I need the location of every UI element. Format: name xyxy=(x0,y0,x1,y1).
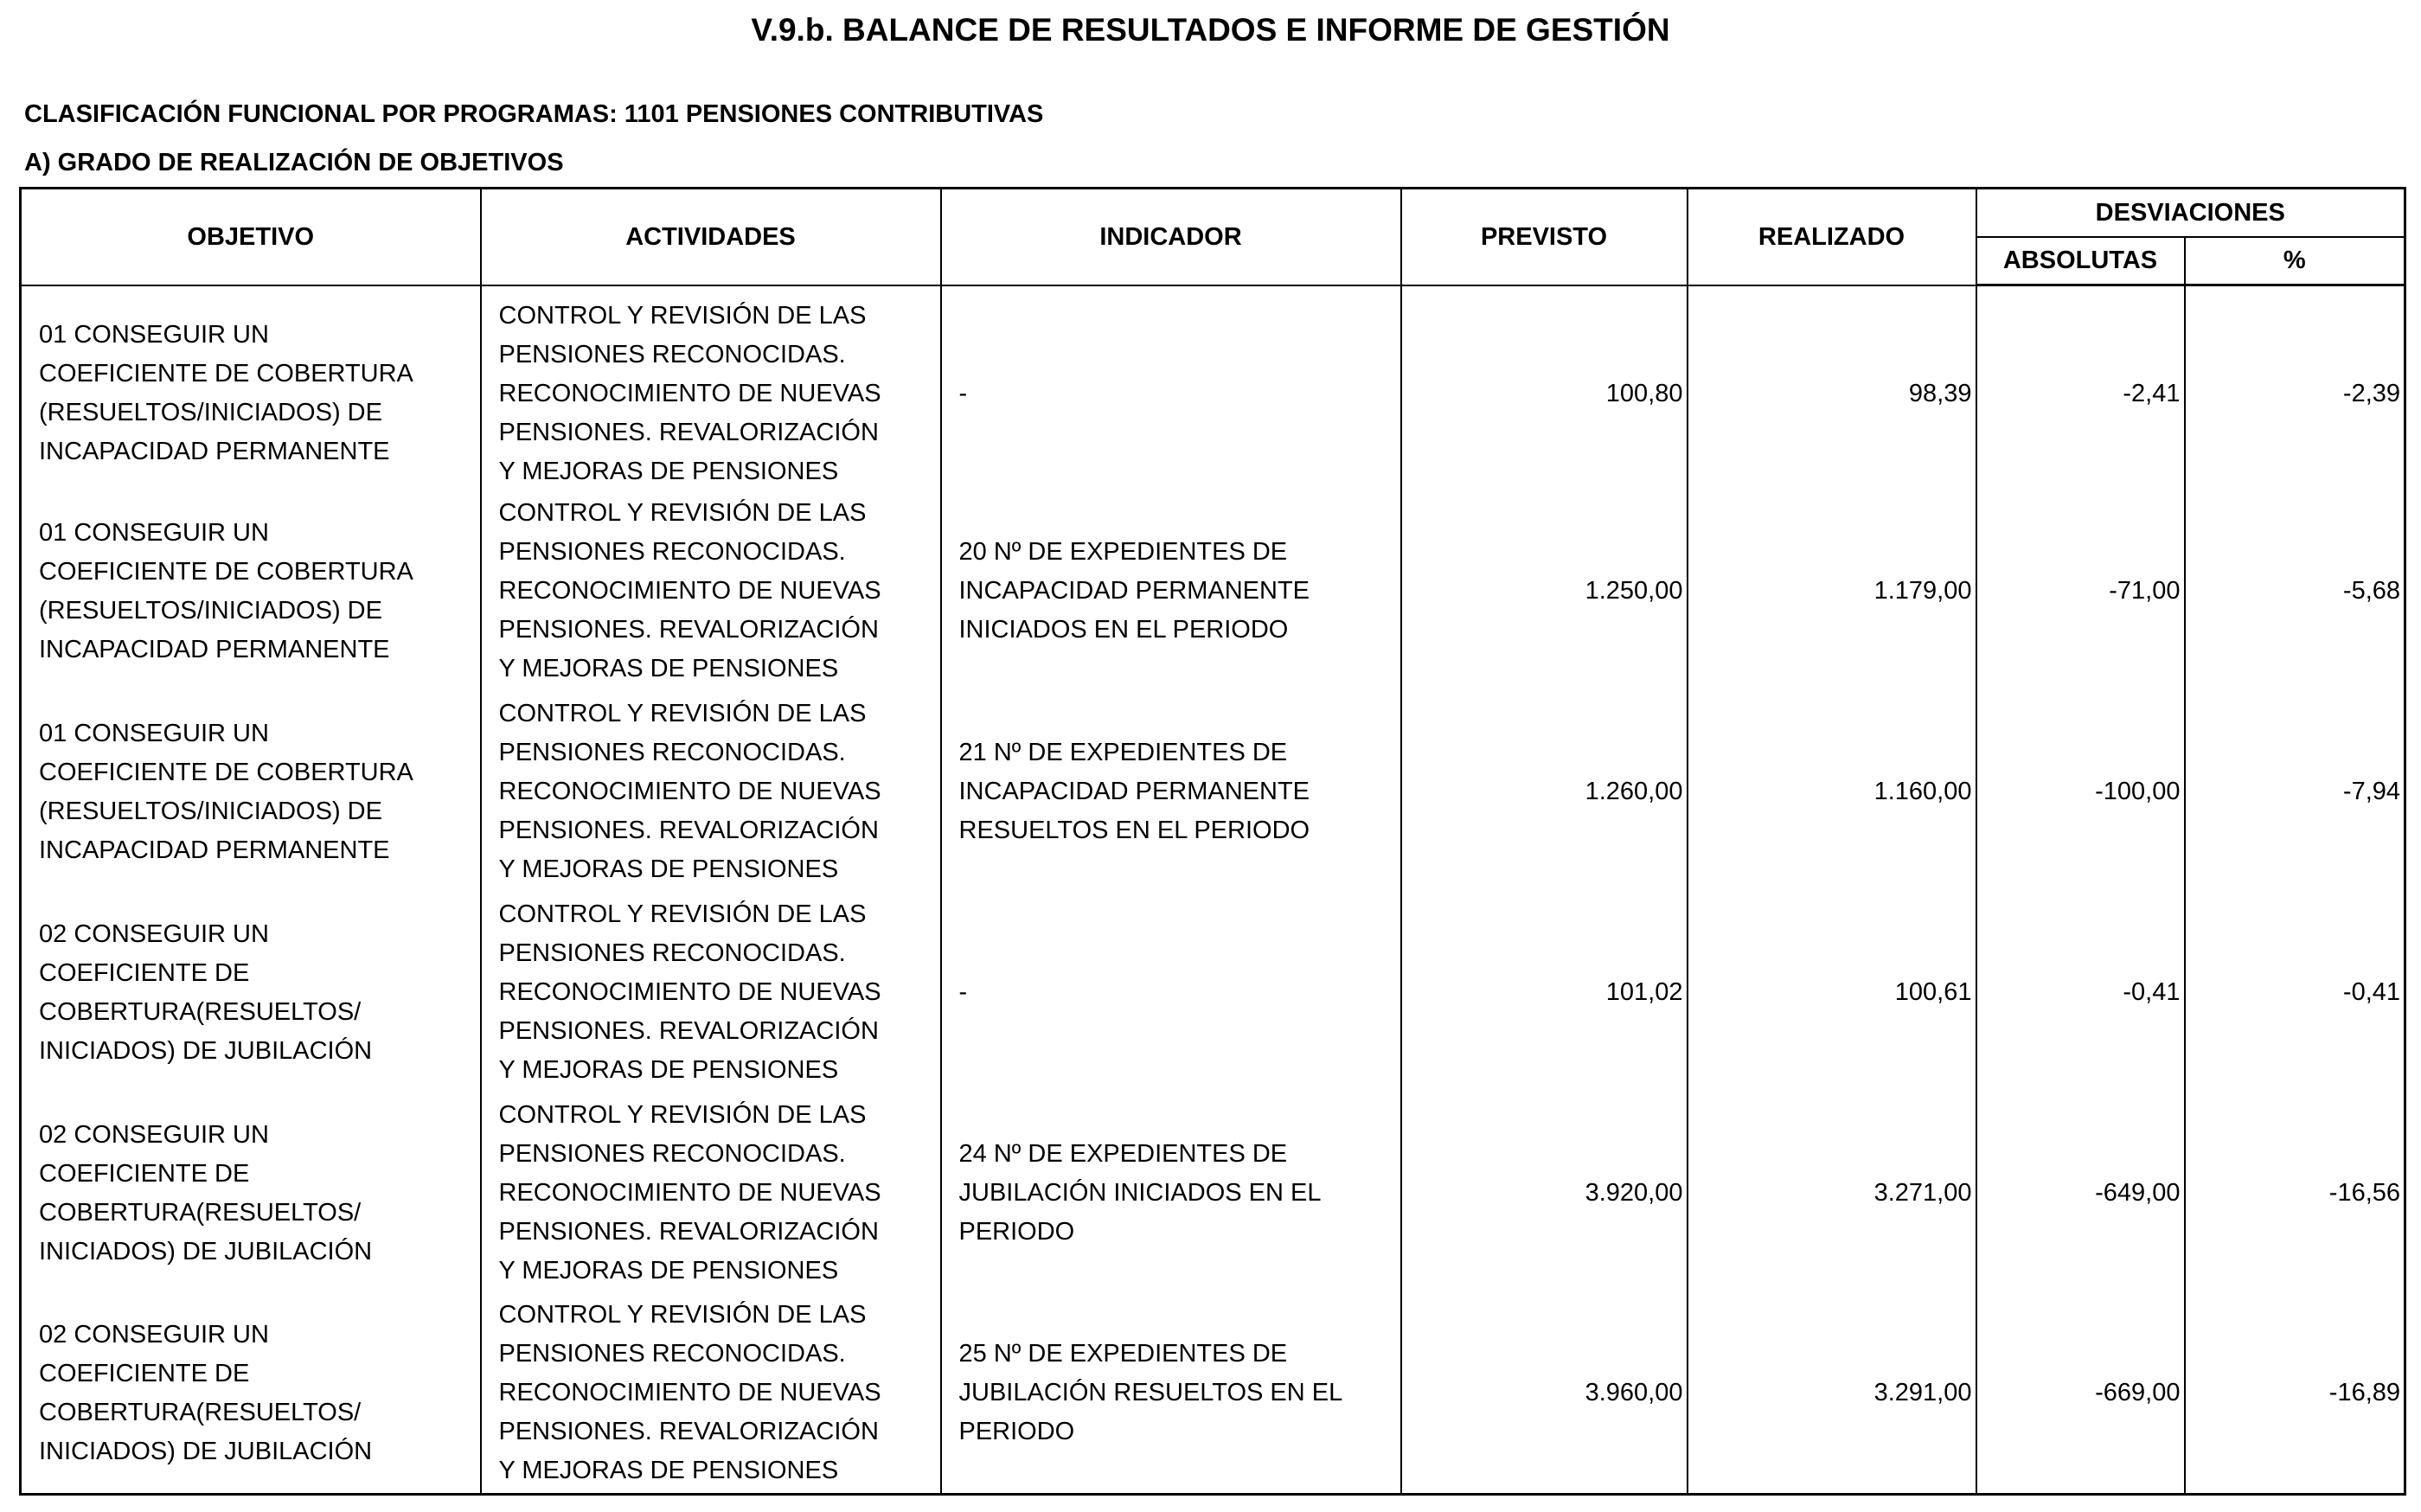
cell-indicador xyxy=(941,692,1401,893)
cell-objetivo-line: COEFICIENTE DE COBERTURA xyxy=(39,758,413,786)
cell-indicador xyxy=(941,491,1401,692)
cell-actividades-line: Y MEJORAS DE PENSIONES xyxy=(498,457,839,485)
header-objetivo: OBJETIVO xyxy=(21,189,481,285)
cell-porcentaje: -5,68 xyxy=(2185,491,2405,692)
cell-previsto: 3.920,00 xyxy=(1401,1093,1688,1294)
table-row xyxy=(21,893,2405,1093)
cell-objetivo xyxy=(21,491,481,692)
cell-previsto: 1.250,00 xyxy=(1401,491,1688,692)
cell-actividades-line: PENSIONES. REVALORIZACIÓN xyxy=(498,418,879,446)
cell-indicador-line: INCAPACIDAD PERMANENTE xyxy=(958,577,1310,605)
cell-actividades-line: PENSIONES RECONOCIDAS. xyxy=(498,1140,846,1168)
objectives-table xyxy=(19,187,2406,1496)
cell-objetivo xyxy=(21,1093,481,1294)
cell-objetivo xyxy=(21,1294,481,1495)
cell-absolutas: -100,00 xyxy=(1976,692,2185,893)
cell-indicador-line: - xyxy=(958,379,968,407)
cell-indicador-line: 21 Nº DE EXPEDIENTES DE xyxy=(958,739,1288,766)
cell-indicador-line: JUBILACIÓN INICIADOS EN EL xyxy=(958,1179,1322,1207)
cell-realizado: 3.291,00 xyxy=(1688,1294,1976,1495)
cell-absolutas: -0,41 xyxy=(1976,893,2185,1093)
cell-realizado: 100,61 xyxy=(1688,893,1976,1093)
header-desviaciones: DESVIACIONES xyxy=(1976,189,2405,237)
cell-objetivo-line: COEFICIENTE DE xyxy=(39,1159,250,1188)
cell-actividades-line: Y MEJORAS DE PENSIONES xyxy=(498,1257,839,1285)
cell-objetivo-line: COEFICIENTE DE xyxy=(39,1359,250,1387)
cell-objetivo-line: INICIADOS) DE JUBILACIÓN xyxy=(39,1237,373,1265)
cell-actividades-line: Y MEJORAS DE PENSIONES xyxy=(498,1056,839,1084)
header-previsto: PREVISTO xyxy=(1401,189,1688,285)
cell-porcentaje: -2,39 xyxy=(2185,285,2405,491)
cell-actividades-line: PENSIONES. REVALORIZACIÓN xyxy=(498,817,879,844)
cell-indicador-line: 20 Nº DE EXPEDIENTES DE xyxy=(958,538,1288,566)
cell-realizado: 1.160,00 xyxy=(1688,692,1976,893)
cell-actividades xyxy=(481,893,941,1093)
cell-objetivo-line: COEFICIENTE DE COBERTURA xyxy=(39,360,413,388)
cell-objetivo-line: 01 CONSEGUIR UN xyxy=(39,321,269,349)
cell-previsto: 100,80 xyxy=(1401,285,1688,491)
cell-objetivo-line: (RESUELTOS/INICIADOS) DE xyxy=(39,797,382,825)
cell-indicador xyxy=(941,285,1401,491)
cell-actividades-line: PENSIONES RECONOCIDAS. xyxy=(498,340,846,368)
classification-heading: CLASIFICACIÓN FUNCIONAL POR PROGRAMAS: 1101 PENSIONES CONTRIBUTIVAS xyxy=(24,100,1044,128)
cell-actividades-line: CONTROL Y REVISIÓN DE LAS xyxy=(498,900,867,928)
cell-objetivo xyxy=(21,285,481,491)
cell-porcentaje: -16,56 xyxy=(2185,1093,2405,1294)
cell-absolutas: -71,00 xyxy=(1976,491,2185,692)
page-title: V.9.b. BALANCE DE RESULTADOS E INFORME DE GESTIÓN xyxy=(751,12,1670,48)
cell-previsto: 3.960,00 xyxy=(1401,1294,1688,1495)
cell-absolutas: -649,00 xyxy=(1976,1093,2185,1294)
cell-actividades-line: RECONOCIMIENTO DE NUEVAS xyxy=(498,1379,881,1407)
cell-actividades-line: RECONOCIMIENTO DE NUEVAS xyxy=(498,379,881,407)
cell-previsto: 1.260,00 xyxy=(1401,692,1688,893)
cell-objetivo-line: 02 CONSEGUIR UN xyxy=(39,1320,269,1349)
cell-actividades-line: PENSIONES. REVALORIZACIÓN xyxy=(498,1418,879,1446)
cell-actividades-line: PENSIONES RECONOCIDAS. xyxy=(498,1340,846,1368)
cell-actividades-line: CONTROL Y REVISIÓN DE LAS xyxy=(498,1301,867,1329)
table-row xyxy=(21,285,2405,491)
cell-objetivo-line: INCAPACIDAD PERMANENTE xyxy=(39,635,390,663)
cell-objetivo-line: 01 CONSEGUIR UN xyxy=(39,719,269,747)
cell-objetivo-line: 02 CONSEGUIR UN xyxy=(39,919,269,948)
header-porcentaje: % xyxy=(2185,237,2405,285)
cell-objetivo-line: COBERTURA(RESUELTOS/ xyxy=(39,1198,362,1227)
cell-actividades-line: PENSIONES RECONOCIDAS. xyxy=(498,939,846,967)
cell-indicador xyxy=(941,893,1401,1093)
cell-objetivo xyxy=(21,893,481,1093)
cell-actividades xyxy=(481,1294,941,1495)
table-row xyxy=(21,1093,2405,1294)
cell-realizado: 3.271,00 xyxy=(1688,1093,1976,1294)
cell-actividades-line: PENSIONES RECONOCIDAS. xyxy=(498,538,846,566)
cell-indicador-line: 25 Nº DE EXPEDIENTES DE xyxy=(958,1340,1288,1368)
cell-objetivo-line: COEFICIENTE DE xyxy=(39,958,250,987)
cell-objetivo-line: INCAPACIDAD PERMANENTE xyxy=(39,438,390,465)
cell-indicador-line: JUBILACIÓN RESUELTOS EN EL xyxy=(958,1379,1343,1407)
cell-indicador-line: PERIODO xyxy=(958,1418,1075,1446)
cell-objetivo xyxy=(21,692,481,893)
header-actividades: ACTIVIDADES xyxy=(481,189,941,285)
cell-actividades-line: CONTROL Y REVISIÓN DE LAS xyxy=(498,700,867,727)
cell-actividades-line: Y MEJORAS DE PENSIONES xyxy=(498,655,839,682)
cell-objetivo-line: INICIADOS) DE JUBILACIÓN xyxy=(39,1437,373,1465)
cell-objetivo-line: (RESUELTOS/INICIADOS) DE xyxy=(39,399,382,426)
cell-actividades-line: Y MEJORAS DE PENSIONES xyxy=(498,855,839,883)
cell-actividades-line: CONTROL Y REVISIÓN DE LAS xyxy=(498,301,867,330)
cell-previsto: 101,02 xyxy=(1401,893,1688,1093)
cell-objetivo-line: INCAPACIDAD PERMANENTE xyxy=(39,836,390,864)
cell-actividades xyxy=(481,491,941,692)
cell-actividades-line: PENSIONES. REVALORIZACIÓN xyxy=(498,1218,879,1246)
header-indicador: INDICADOR xyxy=(941,189,1401,285)
cell-indicador xyxy=(941,1294,1401,1495)
cell-actividades-line: RECONOCIMIENTO DE NUEVAS xyxy=(498,1179,881,1207)
cell-objetivo-line: (RESUELTOS/INICIADOS) DE xyxy=(39,596,382,625)
cell-actividades-line: RECONOCIMIENTO DE NUEVAS xyxy=(498,577,881,605)
cell-absolutas: -669,00 xyxy=(1976,1294,2185,1495)
header-realizado: REALIZADO xyxy=(1688,189,1976,285)
cell-indicador-line: 24 Nº DE EXPEDIENTES DE xyxy=(958,1140,1288,1168)
cell-porcentaje: -0,41 xyxy=(2185,893,2405,1093)
cell-actividades-line: CONTROL Y REVISIÓN DE LAS xyxy=(498,1101,867,1129)
cell-realizado: 1.179,00 xyxy=(1688,491,1976,692)
cell-actividades xyxy=(481,1093,941,1294)
cell-porcentaje: -16,89 xyxy=(2185,1294,2405,1495)
cell-actividades-line: PENSIONES RECONOCIDAS. xyxy=(498,739,846,766)
cell-actividades xyxy=(481,692,941,893)
cell-indicador-line: - xyxy=(958,978,968,1006)
cell-objetivo-line: 02 CONSEGUIR UN xyxy=(39,1120,269,1149)
cell-objetivo-line: INICIADOS) DE JUBILACIÓN xyxy=(39,1036,373,1065)
cell-indicador-line: INCAPACIDAD PERMANENTE xyxy=(958,778,1310,805)
objectives-heading: A) GRADO DE REALIZACIÓN DE OBJETIVOS xyxy=(24,149,564,176)
cell-actividades-line: RECONOCIMIENTO DE NUEVAS xyxy=(498,778,881,805)
cell-indicador xyxy=(941,1093,1401,1294)
cell-actividades xyxy=(481,285,941,491)
cell-objetivo-line: 01 CONSEGUIR UN xyxy=(39,518,269,547)
cell-actividades-line: PENSIONES. REVALORIZACIÓN xyxy=(498,1017,879,1045)
table-row xyxy=(21,491,2405,692)
cell-objetivo-line: COEFICIENTE DE COBERTURA xyxy=(39,557,413,586)
cell-objetivo-line: COBERTURA(RESUELTOS/ xyxy=(39,997,362,1026)
cell-actividades-line: Y MEJORAS DE PENSIONES xyxy=(498,1457,839,1485)
cell-porcentaje: -7,94 xyxy=(2185,692,2405,893)
cell-absolutas: -2,41 xyxy=(1976,285,2185,491)
cell-indicador-line: PERIODO xyxy=(958,1218,1075,1246)
cell-realizado: 98,39 xyxy=(1688,285,1976,491)
table-body xyxy=(21,285,2405,1495)
cell-objetivo-line: COBERTURA(RESUELTOS/ xyxy=(39,1398,362,1426)
header-absolutas: ABSOLUTAS xyxy=(1976,237,2185,285)
cell-actividades-line: CONTROL Y REVISIÓN DE LAS xyxy=(498,499,867,527)
table-row xyxy=(21,692,2405,893)
cell-actividades-line: PENSIONES. REVALORIZACIÓN xyxy=(498,616,879,644)
cell-actividades-line: RECONOCIMIENTO DE NUEVAS xyxy=(498,978,881,1006)
table-row xyxy=(21,1294,2405,1495)
table-header xyxy=(21,189,2405,285)
cell-indicador-line: INICIADOS EN EL PERIODO xyxy=(958,616,1289,644)
cell-indicador-line: RESUELTOS EN EL PERIODO xyxy=(958,817,1310,844)
